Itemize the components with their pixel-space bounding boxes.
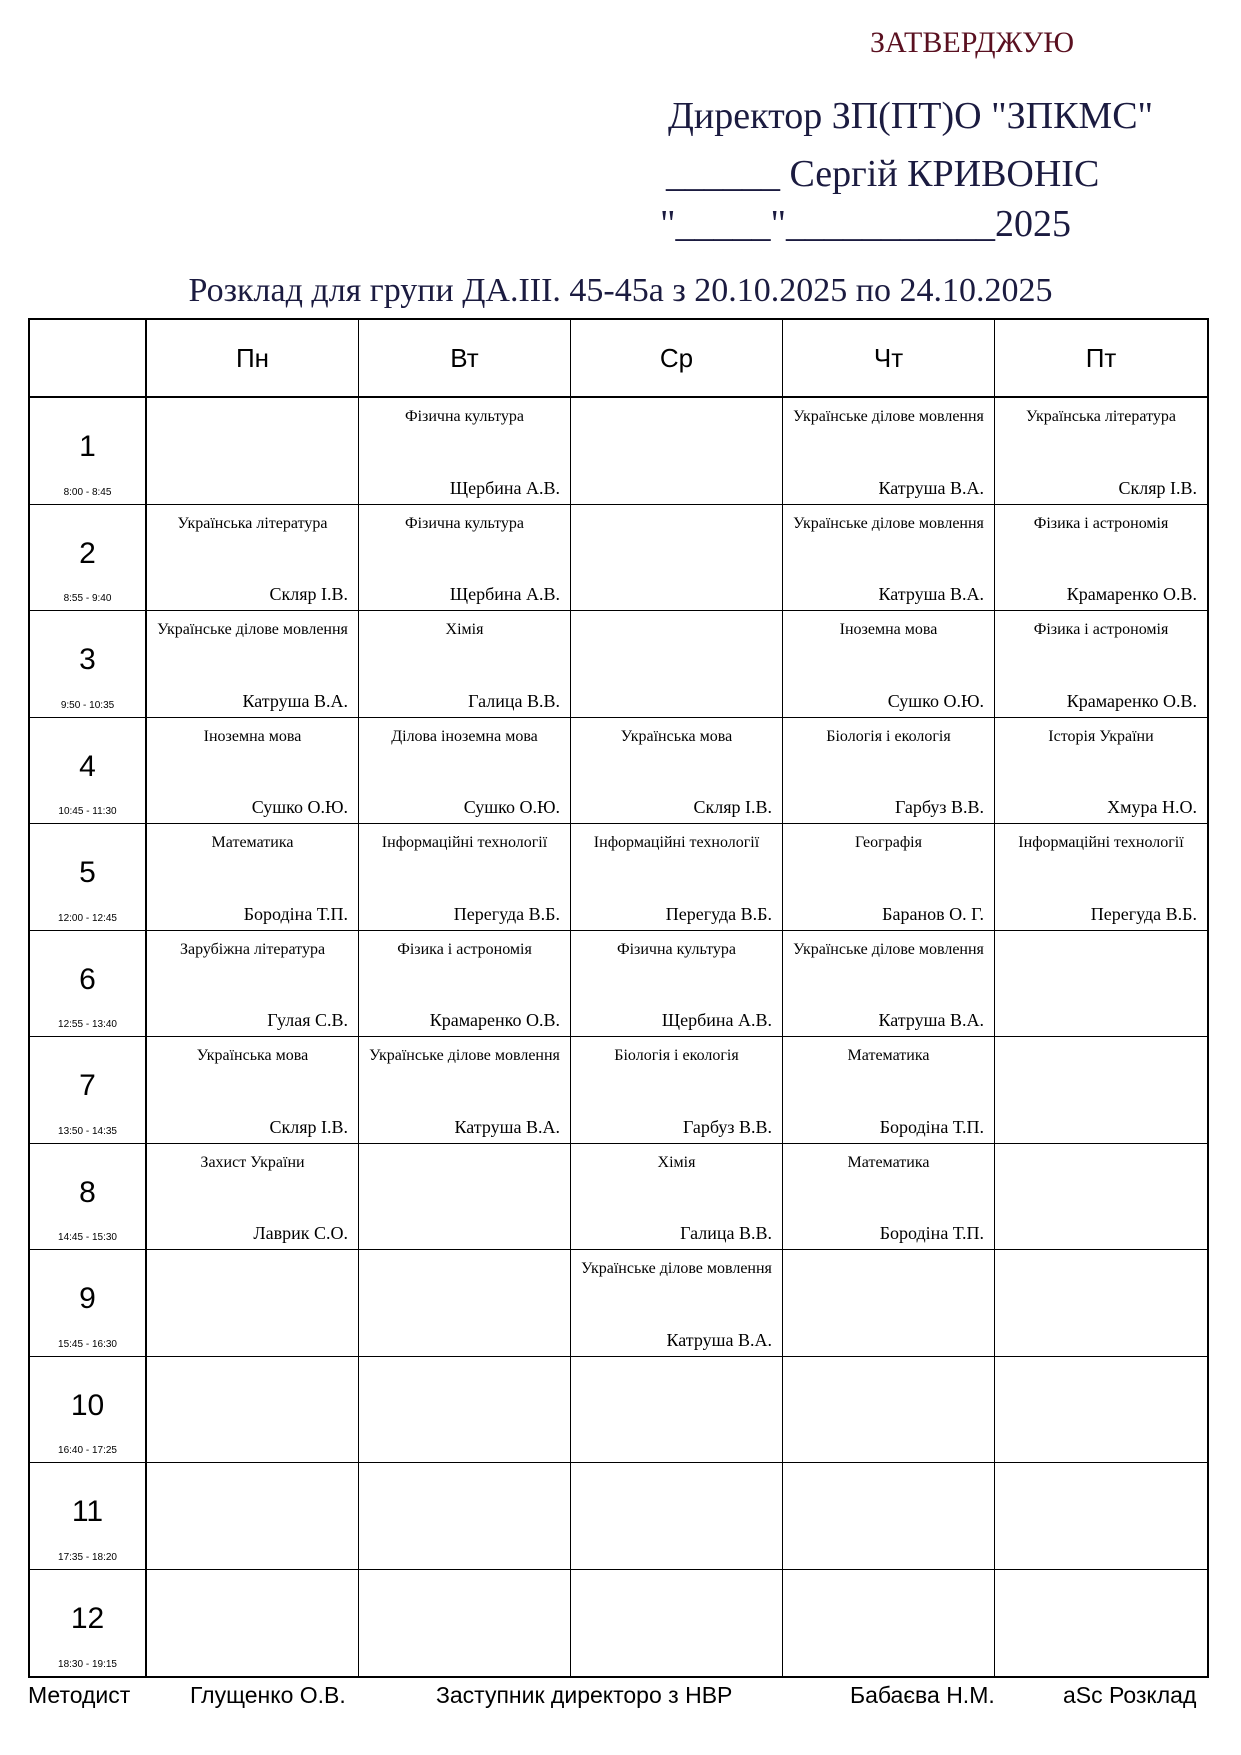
period-number: 7 (79, 1069, 96, 1102)
lesson-teacher: Баранов О. Г. (882, 903, 984, 924)
lesson-subject: Фізика і астрономія (397, 940, 532, 958)
period-time: 12:00 - 12:45 (58, 912, 117, 924)
lesson-cell (995, 718, 1207, 825)
lesson-teacher: Катруша В.А. (878, 1010, 984, 1030)
lesson-cell (783, 398, 995, 505)
lesson-cell (359, 1463, 571, 1570)
lesson-teacher: Катруша В.А. (878, 477, 984, 498)
period-cell (30, 1144, 147, 1251)
lesson-cell (995, 1357, 1207, 1464)
lesson-teacher: Галица В.В. (680, 1223, 772, 1243)
lesson-cell (783, 505, 995, 612)
lesson-cell (783, 1357, 995, 1464)
lesson-subject: Математика (211, 834, 294, 851)
lesson-teacher: Перегуда В.Б. (1090, 903, 1197, 924)
lesson-subject: Інформаційні технології (593, 834, 760, 851)
period-number: 3 (79, 643, 96, 676)
period-time: 9:50 - 10:35 (60, 699, 115, 711)
period-time: 8:00 - 8:45 (63, 486, 112, 498)
period-number: 6 (79, 962, 96, 996)
lesson-teacher: Гарбуз В.В. (682, 1116, 772, 1137)
lesson-cell (995, 1037, 1207, 1144)
lesson-cell (147, 1570, 359, 1677)
lesson-cell (783, 824, 995, 931)
lesson-cell (359, 1144, 571, 1251)
lesson-subject: Ділова іноземна мова (391, 727, 538, 745)
lesson-subject: Хімія (445, 621, 484, 638)
lesson-subject: Українське ділове мовлення (793, 514, 984, 532)
lesson-cell (147, 505, 359, 612)
lesson-subject: Захист України (200, 1153, 305, 1171)
lesson-subject: Фізична культура (616, 940, 737, 958)
lesson-teacher: Скляр І.В. (693, 797, 772, 817)
lesson-teacher: Гулая С.В. (267, 1010, 348, 1030)
period-number: 8 (79, 1175, 96, 1209)
lesson-cell (783, 1144, 995, 1251)
lesson-cell (995, 505, 1207, 612)
lesson-cell (359, 505, 571, 612)
corner-cell (30, 320, 147, 398)
lesson-subject: Українське ділове мовлення (581, 1260, 772, 1277)
lesson-cell (359, 931, 571, 1038)
lesson-cell (783, 1570, 995, 1677)
lesson-teacher: Крамаренко О.В. (1066, 690, 1197, 711)
lesson-cell (147, 611, 359, 718)
period-time: 18:30 - 19:15 (58, 1659, 117, 1670)
period-time: 8:55 - 9:40 (63, 593, 112, 604)
period-cell (30, 1357, 147, 1464)
period-cell (30, 824, 147, 931)
schedule-table (28, 318, 1209, 1678)
lesson-cell (783, 1037, 995, 1144)
lesson-teacher: Бородіна Т.П. (243, 903, 348, 924)
lesson-cell (995, 1570, 1207, 1677)
lesson-teacher: Бородіна Т.П. (879, 1223, 984, 1243)
lesson-cell (147, 1357, 359, 1464)
lesson-teacher: Гарбуз В.В. (894, 797, 984, 817)
director-line: Директор ЗП(ПТ)О "ЗПКМС" (668, 95, 1154, 137)
lesson-subject: Українська література (1026, 408, 1176, 425)
lesson-subject: Фізична культура (404, 514, 525, 532)
lesson-cell (147, 931, 359, 1038)
lesson-cell (995, 1144, 1207, 1251)
lesson-cell (359, 1570, 571, 1677)
period-time: 16:40 - 17:25 (58, 1445, 117, 1456)
lesson-teacher: Катруша В.А. (878, 584, 984, 604)
lesson-cell (571, 505, 783, 612)
lesson-teacher: Перегуда В.Б. (453, 903, 560, 924)
lesson-teacher: Скляр І.В. (269, 584, 348, 604)
lesson-cell (359, 718, 571, 825)
lesson-subject: Українське ділове мовлення (793, 408, 984, 425)
period-time: 10:45 - 11:30 (58, 806, 117, 817)
period-cell (30, 931, 147, 1038)
lesson-subject: Географія (855, 834, 922, 851)
methodist-label: Методист (28, 1682, 131, 1708)
lesson-cell (783, 611, 995, 718)
lesson-subject: Українська література (177, 514, 328, 532)
lesson-cell (571, 398, 783, 505)
lesson-cell (783, 1250, 995, 1357)
lesson-cell (571, 824, 783, 931)
lesson-subject: Іноземна мова (203, 727, 302, 745)
lesson-cell (359, 398, 571, 505)
lesson-cell (995, 931, 1207, 1038)
period-cell (30, 611, 147, 718)
lesson-subject: Інформаційні технології (1018, 834, 1184, 851)
lesson-teacher: Сушко О.Ю. (251, 797, 348, 817)
lesson-teacher: Катруша В.А. (666, 1329, 772, 1350)
period-cell (30, 1570, 147, 1677)
lesson-cell (147, 1037, 359, 1144)
lesson-teacher: Галица В.В. (468, 690, 560, 711)
period-time: 12:55 - 13:40 (58, 1019, 117, 1030)
lesson-cell (571, 718, 783, 825)
day-header: Чт (783, 320, 995, 398)
methodist-name: Глущенко О.В. (190, 1682, 346, 1708)
period-cell (30, 1250, 147, 1357)
lesson-teacher: Сушко О.Ю. (463, 797, 560, 817)
lesson-cell (783, 1463, 995, 1570)
period-time: 13:50 - 14:35 (58, 1125, 117, 1137)
day-header: Ср (571, 320, 783, 398)
lesson-cell (783, 718, 995, 825)
day-header: Вт (359, 320, 571, 398)
lesson-teacher: Перегуда В.Б. (665, 903, 772, 924)
lesson-teacher: Крамаренко О.В. (1066, 584, 1197, 604)
lesson-subject: Фізична культура (404, 408, 525, 425)
lesson-cell (995, 611, 1207, 718)
lesson-subject: Зарубіжна література (179, 940, 326, 958)
lesson-subject: Біологія і екологія (614, 1047, 739, 1064)
lesson-subject: Українське ділове мовлення (369, 1047, 560, 1064)
deputy-name: Бабаєва Н.М. (850, 1682, 995, 1708)
lesson-subject: Історія України (1048, 727, 1154, 745)
lesson-cell (571, 1037, 783, 1144)
lesson-teacher: Катруша В.А. (242, 690, 348, 711)
period-time: 17:35 - 18:20 (58, 1551, 117, 1563)
lesson-cell (359, 1357, 571, 1464)
lesson-teacher: Бородіна Т.П. (879, 1116, 984, 1137)
lesson-teacher: Скляр І.В. (269, 1116, 348, 1137)
period-number: 4 (79, 749, 96, 783)
lesson-cell (995, 824, 1207, 931)
lesson-subject: Математика (847, 1047, 930, 1064)
period-number: 2 (79, 536, 96, 570)
lesson-cell (147, 1463, 359, 1570)
period-number: 5 (79, 856, 96, 889)
period-cell (30, 505, 147, 612)
lesson-cell (147, 824, 359, 931)
lesson-teacher: Скляр І.В. (1118, 477, 1197, 498)
lesson-teacher: Катруша В.А. (454, 1116, 560, 1137)
lesson-cell (571, 1570, 783, 1677)
lesson-teacher: Щербина А.В. (661, 1010, 772, 1030)
software-label: aSc Розклад (1063, 1682, 1197, 1708)
deputy-label: Заступник директоро з НВР (436, 1682, 733, 1708)
period-cell (30, 398, 147, 505)
period-number: 11 (71, 1495, 104, 1528)
lesson-subject: Українське ділове мовлення (157, 621, 348, 638)
period-cell (30, 1037, 147, 1144)
lesson-subject: Біологія і екологія (826, 727, 951, 745)
lesson-subject: Математика (847, 1153, 930, 1171)
lesson-cell (571, 1357, 783, 1464)
lesson-teacher: Щербина А.В. (449, 584, 560, 604)
lesson-cell (359, 1250, 571, 1357)
lesson-teacher: Хмура Н.О. (1107, 797, 1197, 817)
lesson-cell (571, 1463, 783, 1570)
lesson-cell (783, 931, 995, 1038)
lesson-subject: Українська мова (196, 1047, 309, 1064)
lesson-cell (359, 824, 571, 931)
period-time: 14:45 - 15:30 (58, 1232, 117, 1243)
lesson-subject: Інформаційні технології (381, 834, 548, 851)
lesson-cell (571, 611, 783, 718)
lesson-cell (147, 1250, 359, 1357)
lesson-teacher: Сушко О.Ю. (887, 690, 984, 711)
lesson-cell (571, 1144, 783, 1251)
lesson-cell (359, 611, 571, 718)
lesson-cell (147, 398, 359, 505)
page-title: Розклад для групи ДА.ІІІ. 45-45а з 20.10.2025 по 24.10.2025 (188, 272, 1053, 309)
period-time: 15:45 - 16:30 (58, 1338, 117, 1350)
period-number: 10 (70, 1388, 105, 1422)
lesson-teacher: Крамаренко О.В. (429, 1010, 560, 1030)
lesson-subject: Фізика і астрономія (1033, 621, 1169, 638)
approve-label: ЗАТВЕРДЖУЮ (870, 26, 1075, 59)
date-line: "_____"___________2025 (660, 203, 1072, 245)
lesson-cell (147, 718, 359, 825)
signature-line: ______ Сергій КРИВОНІС (666, 153, 1100, 195)
period-number: 12 (70, 1601, 105, 1635)
period-number: 1 (79, 430, 96, 463)
lesson-cell (995, 1463, 1207, 1570)
day-header: Пт (995, 320, 1207, 398)
lesson-cell (571, 1250, 783, 1357)
period-cell (30, 1463, 147, 1570)
lesson-cell (995, 1250, 1207, 1357)
lesson-cell (571, 931, 783, 1038)
lesson-teacher: Лаврик С.О. (253, 1223, 348, 1243)
period-cell (30, 718, 147, 825)
lesson-cell (147, 1144, 359, 1251)
lesson-subject: Хімія (657, 1153, 696, 1171)
period-number: 9 (79, 1282, 96, 1315)
lesson-subject: Іноземна мова (839, 621, 938, 638)
lesson-subject: Українська мова (620, 727, 733, 745)
lesson-subject: Українське ділове мовлення (793, 940, 984, 958)
lesson-subject: Фізика і астрономія (1033, 514, 1169, 532)
day-header: Пн (147, 320, 359, 398)
lesson-cell (359, 1037, 571, 1144)
lesson-cell (995, 398, 1207, 505)
lesson-teacher: Щербина А.В. (449, 477, 560, 498)
